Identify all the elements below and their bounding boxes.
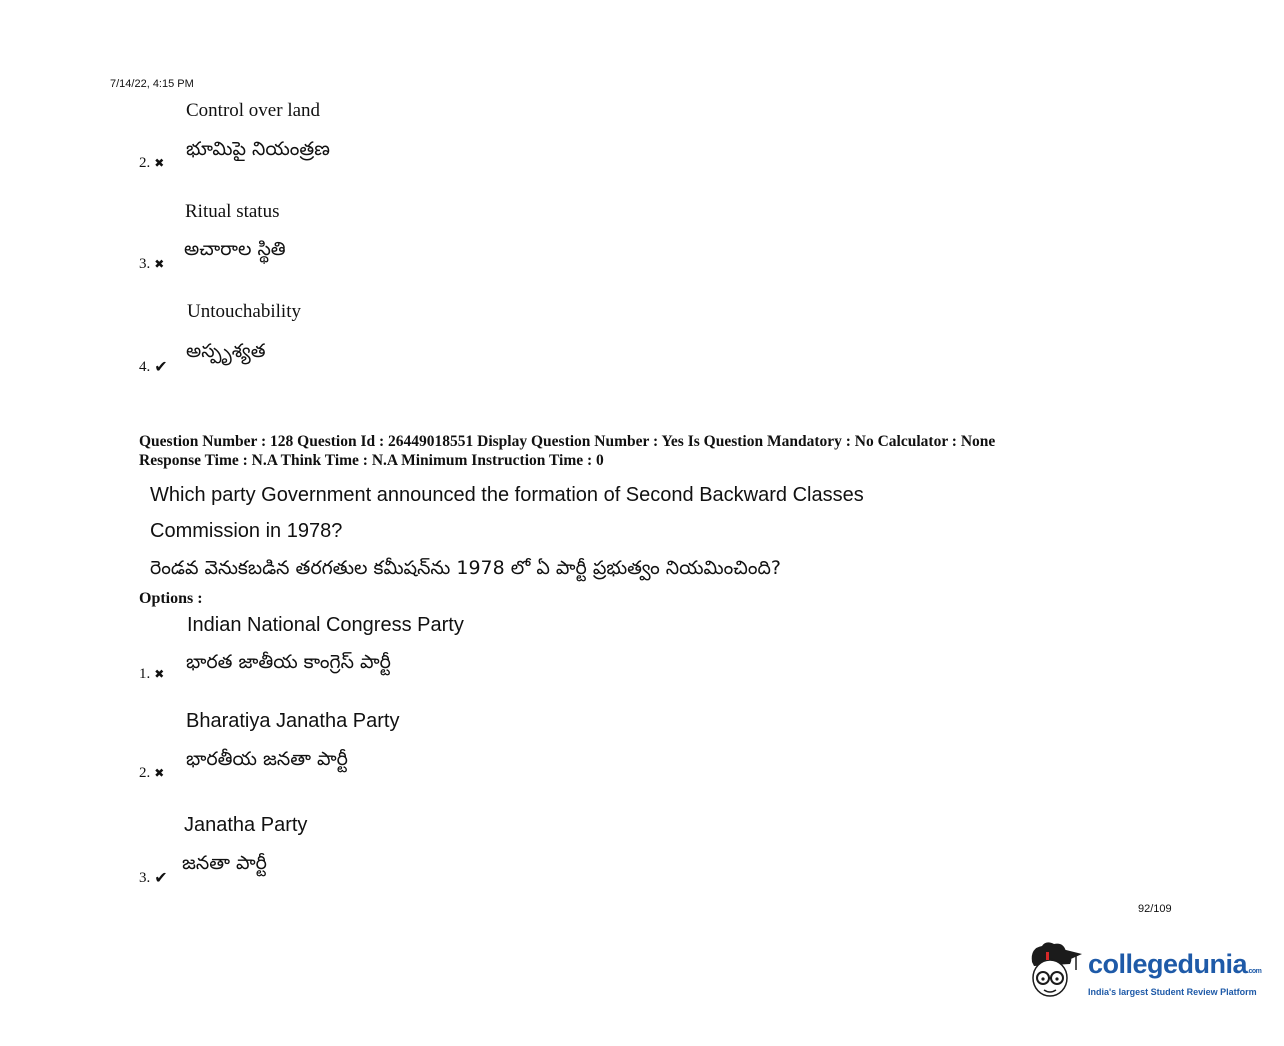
q-option-1-english: Indian National Congress Party xyxy=(187,614,464,636)
check-icon: ✔ xyxy=(154,870,168,887)
brand-word: collegedunia xyxy=(1088,949,1248,979)
question-text-line1: Which party Government announced the formation of Second Backward Classes xyxy=(150,484,864,506)
question-text-telugu: రెండవ వెనుకబడిన తరగతుల కమీషన్‌ను 1978 లో ఏ పార్టీ ప్రభుత్వం నియమించింది? xyxy=(150,557,781,579)
cross-icon: ✖ xyxy=(154,156,165,170)
check-icon: ✔ xyxy=(154,359,168,376)
cross-icon: ✖ xyxy=(154,766,165,780)
option-2-english: Control over land xyxy=(186,100,321,121)
option-number: 3. xyxy=(139,256,151,272)
question-meta-line2: Response Time : N.A Think Time : N.A Minimum Instruction Time : 0 xyxy=(139,452,604,469)
cross-icon: ✖ xyxy=(154,667,165,681)
option-number: 1. xyxy=(139,666,151,682)
options-label: Options : xyxy=(139,590,203,607)
question-meta-line1: Question Number : 128 Question Id : 26449018551 Display Question Number : Yes Is Question Mandatory : No Calculator : None xyxy=(139,433,996,450)
q-option-2-telugu: భారతీయ జనతా పార్టీ xyxy=(186,748,348,770)
q-option-1-number-row xyxy=(139,666,164,683)
option-4-english: Untouchability xyxy=(187,301,301,322)
option-number: 4. xyxy=(139,358,151,375)
option-3-english: Ritual status xyxy=(185,201,280,222)
brand-tagline: India's largest Student Review Platform xyxy=(1088,987,1257,997)
q-option-3-number-row xyxy=(139,868,168,888)
option-2-telugu: భూమిపై నియంత్రణ xyxy=(186,138,330,160)
logo-text xyxy=(1088,949,1261,997)
option-4-number-row xyxy=(139,357,168,377)
option-number: 2. xyxy=(139,765,151,781)
cross-icon: ✖ xyxy=(154,257,165,271)
q-option-2-english: Bharatiya Janatha Party xyxy=(186,710,400,732)
option-number: 2. xyxy=(139,155,151,171)
brand-suffix: .com xyxy=(1247,968,1262,975)
q-option-3-english: Janatha Party xyxy=(184,814,308,836)
q-option-1-telugu: భారత జాతీయ కాంగ్రెస్ పార్టీ xyxy=(186,651,391,673)
mascot-icon xyxy=(1024,940,1082,1006)
option-3-number-row xyxy=(139,256,164,273)
brand-name xyxy=(1088,949,1261,987)
q-option-2-number-row xyxy=(139,765,164,782)
option-4-telugu: అస్పృశ్యత xyxy=(186,340,266,362)
page-number: 92/109 xyxy=(1138,903,1172,915)
option-3-telugu: అచారాల స్థితి xyxy=(184,238,286,260)
q-option-3-telugu: జనతా పార్టీ xyxy=(182,852,267,874)
collegedunia-logo xyxy=(1024,940,1261,1006)
timestamp: 7/14/22, 4:15 PM xyxy=(110,78,194,90)
question-text-line2: Commission in 1978? xyxy=(150,520,343,542)
option-2-number-row xyxy=(139,155,164,172)
option-number: 3. xyxy=(139,869,151,886)
